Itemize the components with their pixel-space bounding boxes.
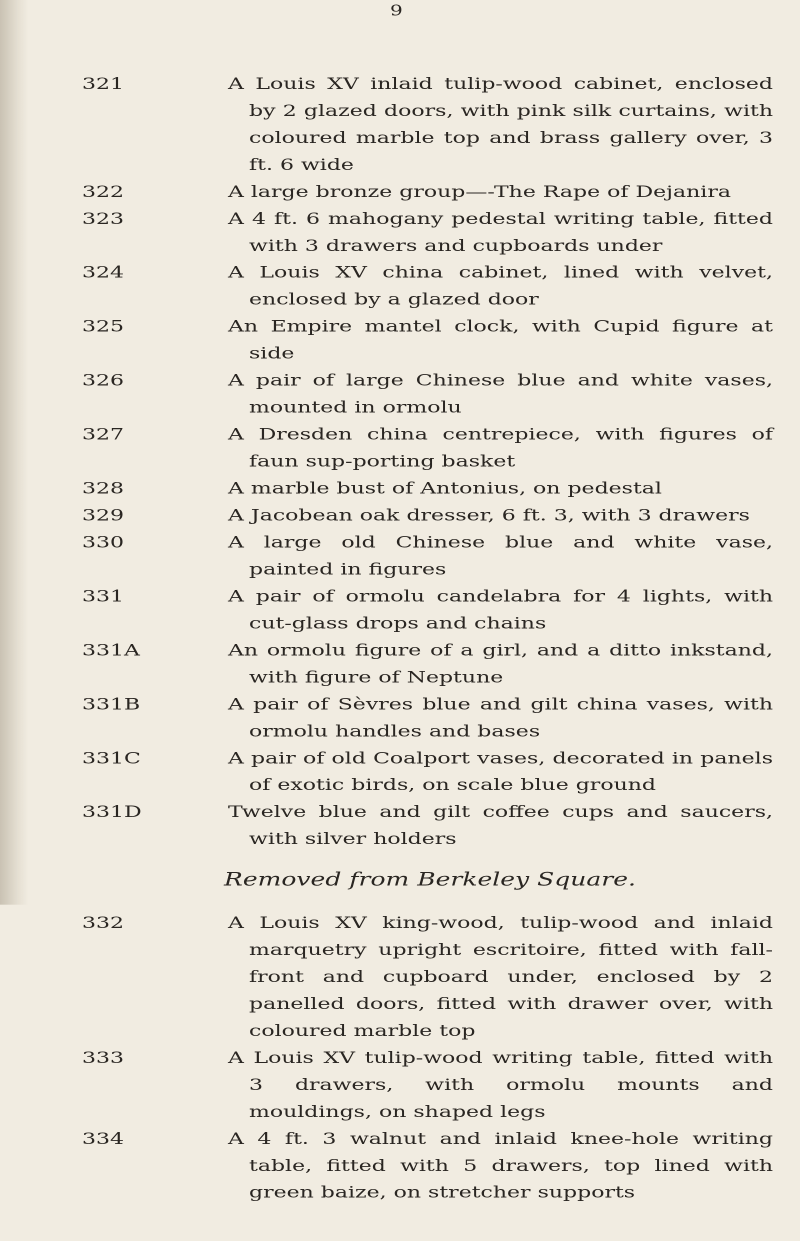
section-heading: Removed from Berkeley Square. bbox=[224, 868, 636, 891]
page-edge-shadow bbox=[0, 0, 28, 905]
lot-number: 326 bbox=[82, 371, 124, 391]
lot-description: A 4 ft. 3 walnut and inlaid knee-hole writing table, fitted with 5 drawers, top lined with green baize, on stretcher supports bbox=[228, 1129, 773, 1203]
lot-description: A Jacobean oak dresser, 6 ft. 3, with 3 drawers bbox=[228, 506, 750, 525]
lot-number: 324 bbox=[82, 263, 124, 283]
lot-number: 328 bbox=[82, 479, 124, 498]
lot-description: A Dresden china centrepiece, with figures of faun sup-porting basket bbox=[228, 425, 773, 471]
lot-number: 331C bbox=[82, 749, 141, 768]
lot-description: An Empire mantel clock, with Cupid figure at side bbox=[228, 317, 773, 364]
lot-number: 331D bbox=[82, 803, 142, 822]
lot-number: 331 bbox=[82, 587, 124, 606]
lot-description: A large bronze group—-The Rape of Dejanira bbox=[228, 182, 731, 202]
lot-description: A pair of large Chinese blue and white vases, mounted in ormolu bbox=[228, 371, 773, 417]
lot-description: A Louis XV inlaid tulip-wood cabinet, enclosed by 2 glazed doors, with pink silk curtains, with coloured marble top and brass gallery over, 3 ft. 6 wide bbox=[228, 75, 773, 175]
lot-number: 327 bbox=[82, 425, 124, 444]
lot-description: A pair of old Coalport vases, decorated in panels of exotic birds, on scale blue ground bbox=[228, 749, 773, 795]
lot-number: 330 bbox=[82, 533, 124, 552]
lot-description: A large old Chinese blue and white vase, painted in figures bbox=[228, 533, 773, 579]
lot-description: A Louis XV tulip-wood writing table, fitted with 3 drawers, with ormolu mounts and mouldings, on shaped legs bbox=[228, 1049, 773, 1122]
lot-description: A Louis XV china cabinet, lined with velvet, enclosed by a glazed door bbox=[228, 263, 773, 310]
lot-number: 331A bbox=[82, 641, 140, 660]
lot-description: An ormolu figure of a girl, and a ditto inkstand, with figure of Neptune bbox=[228, 641, 773, 687]
lot-description: A pair of Sèvres blue and gilt china vases, with ormolu handles and bases bbox=[228, 695, 773, 741]
lot-number: 325 bbox=[82, 317, 124, 337]
page-number: 9 bbox=[390, 1, 403, 19]
lot-number: 321 bbox=[82, 75, 124, 94]
lot-number: 329 bbox=[82, 506, 124, 525]
lot-number: 322 bbox=[82, 182, 124, 202]
lot-number: 332 bbox=[82, 914, 124, 933]
lot-number: 331B bbox=[82, 695, 141, 714]
lot-description: A Louis XV king-wood, tulip-wood and inlaid marquetry upright escritoire, fitted with fall-front and cupboard under, enclosed by 2 panelled doors, fitted with drawer over, with coloured marble top bbox=[228, 914, 773, 1041]
lot-description: A marble bust of Antonius, on pedestal bbox=[228, 479, 662, 498]
lot-description: Twelve blue and gilt coffee cups and saucers, with silver holders bbox=[228, 803, 773, 849]
lot-number: 333 bbox=[82, 1049, 124, 1068]
lot-description: A pair of ormolu candelabra for 4 lights, with cut-glass drops and chains bbox=[228, 587, 773, 633]
lot-number: 323 bbox=[82, 209, 124, 229]
lot-number: 334 bbox=[82, 1129, 124, 1149]
lot-description: A 4 ft. 6 mahogany pedestal writing table, fitted with 3 drawers and cupboards under bbox=[228, 209, 773, 256]
